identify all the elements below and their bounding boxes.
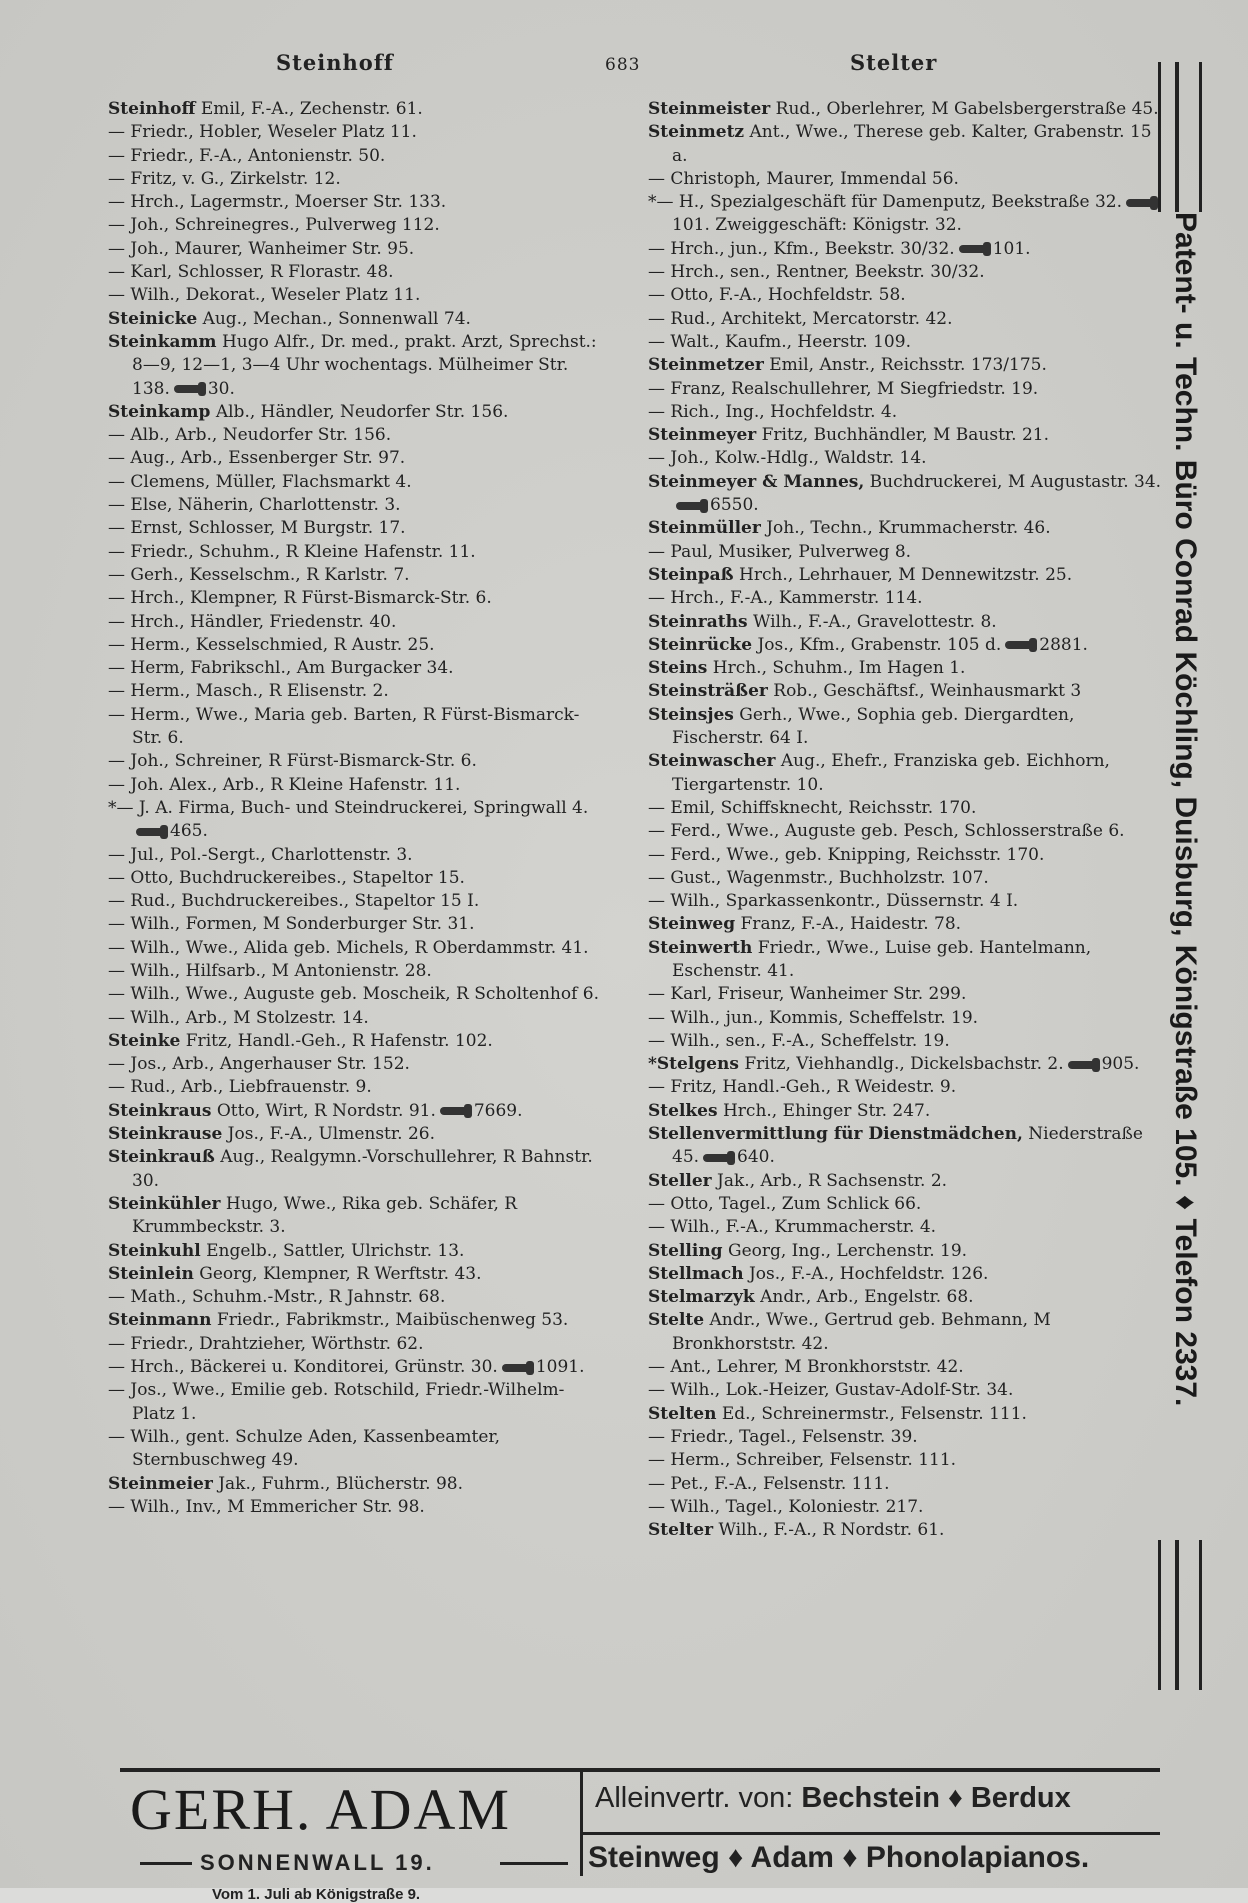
entry-name: Steinmann [108, 1310, 212, 1331]
ad-line-1-brands: Bechstein ♦ Berdux [801, 1782, 1071, 1814]
entry-text: — Else, Näherin, Charlottenstr. 3. [108, 495, 401, 516]
entry-text: — Ernst, Schlosser, M Burgstr. 17. [108, 518, 406, 539]
entry-text: — Gust., Wagenmstr., Buchholzstr. 107. [648, 867, 989, 888]
entry-name: *Stelgens [648, 1054, 739, 1075]
entry-name: Steinmetzer [648, 355, 764, 376]
directory-entry [108, 844, 603, 867]
entry-name: Steinkrause [108, 1124, 223, 1145]
entry-text: — Herm., Masch., R Elisenstr. 2. [108, 681, 389, 702]
entry-text: — Wilh., Sparkassenkontr., Düssernstr. 4 I. [648, 891, 1019, 912]
entry-text: — Friedr., Schuhm., R Kleine Hafenstr. 11. [108, 541, 476, 562]
directory-entry [648, 331, 1163, 354]
entry-name: Stelter [648, 1520, 714, 1541]
entry-text: — Joh., Maurer, Wanheimer Str. 95. [108, 238, 415, 259]
entry-text: — Rich., Ing., Hochfeldstr. 4. [648, 401, 898, 422]
directory-entry [108, 890, 603, 913]
entry-text: — Wilh., Inv., M Emmericher Str. 98. [108, 1496, 425, 1517]
entry-text: — Friedr., F.-A., Antonienstr. 50. [108, 145, 386, 166]
directory-entry [108, 191, 603, 214]
directory-entry [108, 797, 603, 844]
entry-name: Steinkamp [108, 401, 211, 422]
entry-text: — Wilh., Formen, M Sonderburger Str. 31. [108, 914, 475, 935]
directory-entry [648, 1193, 1163, 1216]
entry-phone: 640. [737, 1147, 775, 1168]
ad-middle-rule [583, 1832, 1160, 1835]
directory-entry [108, 424, 603, 447]
entry-text: — Walt., Kaufm., Heerstr. 109. [648, 331, 911, 352]
entry-name: Steinkraus [108, 1100, 212, 1121]
entry-text: — Wilh., gent. Schulze Aden, Kassenbeamter, Sternbuschweg 49. [108, 1426, 501, 1471]
entry-name: Steinmetz [648, 122, 745, 143]
entry-text: — Wilh., Wwe., Auguste geb. Moscheik, R Scholtenhof 6. [108, 984, 599, 1005]
header-left-keyword: Steinhoff [276, 50, 394, 75]
entry-name: Steinkrauß [108, 1147, 215, 1168]
entry-text: Jos., F.-A., Hochfeldstr. 126. [748, 1263, 989, 1284]
directory-entry [648, 1379, 1163, 1402]
entry-text: Wilh., F.-A., Gravelottestr. 8. [752, 611, 997, 632]
entry-text: — Karl, Schlosser, R Florastr. 48. [108, 262, 394, 283]
entry-text: Rud., Oberlehrer, M Gabelsbergerstraße 45. [775, 99, 1159, 119]
directory-entry [648, 797, 1163, 820]
entry-text: Wilh., F.-A., R Nordstr. 61. [718, 1520, 945, 1541]
entry-text: — Hrch., Bäckerei u. Konditorei, Grünstr. 30. [108, 1357, 498, 1378]
directory-entry [108, 611, 603, 634]
entry-text: — Wilh., Arb., M Stolzestr. 14. [108, 1007, 369, 1028]
directory-entry [108, 1309, 603, 1332]
directory-entry [648, 191, 1163, 238]
directory-entry [648, 308, 1163, 331]
directory-entry [108, 1193, 603, 1240]
directory-entry [648, 1240, 1163, 1263]
entry-text: Hugo Alfr., Dr. med., prakt. Arzt, Sprechst.: 8—9, 12—1, 3—4 Uhr wochentags. Mülheimer Str. 138. [132, 331, 597, 399]
entry-name: Steins [648, 658, 708, 679]
directory-entry [648, 284, 1163, 307]
directory-entry [108, 168, 603, 191]
directory-entry [108, 517, 603, 540]
entry-text: — Hrch., jun., Kfm., Beekstr. 30/32. [648, 238, 955, 259]
directory-entry [108, 1426, 603, 1473]
ad-top-rule [120, 1768, 1160, 1772]
entry-text: Ed., Schreinermstr., Felsenstr. 111. [721, 1403, 1027, 1424]
entry-text: — Emil, Schiffsknecht, Reichsstr. 170. [648, 797, 977, 818]
telephone-icon [440, 1107, 468, 1115]
entry-phone: 465. [170, 821, 208, 842]
entry-text: — Ferd., Wwe., geb. Knipping, Reichsstr. 170. [648, 844, 1045, 865]
entry-text: Friedr., Fabrikmstr., Maibüschenweg 53. [216, 1310, 569, 1331]
directory-entry [108, 447, 603, 470]
entry-text: — Herm., Wwe., Maria geb. Barten, R Fürst-Bismarck-Str. 6. [108, 704, 580, 749]
entry-text: — Hrch., Lagermstr., Moerser Str. 133. [108, 192, 447, 213]
entry-text: Franz, F.-A., Haidestr. 78. [740, 914, 962, 935]
telephone-icon [174, 385, 202, 393]
directory-entry [648, 541, 1163, 564]
entry-phone: 6550. [710, 495, 759, 516]
directory-entry [648, 1426, 1163, 1449]
entry-text: Friedr., Wwe., Luise geb. Hantelmann, Eschenstr. 41. [672, 937, 1092, 981]
entry-text: — Wilh., Dekorat., Weseler Platz 11. [108, 285, 421, 306]
directory-entry [648, 750, 1163, 797]
directory-entry [108, 471, 603, 494]
directory-entry [108, 1473, 603, 1496]
directory-entry [108, 634, 603, 657]
entry-name: Stellenvermittlung für Dienstmädchen, [648, 1124, 1023, 1145]
entry-text: — Jos., Arb., Angerhauser Str. 152. [108, 1054, 410, 1075]
directory-entry [648, 447, 1163, 470]
entry-name: Steller [648, 1170, 712, 1191]
entry-text: Ant., Wwe., Therese geb. Kalter, Grabenstr. 15 a. [672, 122, 1152, 166]
ad-divider [580, 1772, 583, 1876]
directory-entry [108, 541, 603, 564]
directory-entry [648, 983, 1163, 1006]
entry-text: — Ant., Lehrer, M Bronkhorststr. 42. [648, 1357, 964, 1378]
entry-text: — Jos., Wwe., Emilie geb. Rotschild, Friedr.-Wilhelm-Platz 1. [108, 1380, 565, 1424]
directory-entry [108, 1100, 603, 1123]
entry-name: Steinwascher [648, 751, 776, 772]
directory-entry [648, 1403, 1163, 1426]
entry-text: Joh., Techn., Krummacherstr. 46. [766, 518, 1051, 539]
entry-name: Steinicke [108, 308, 198, 329]
entry-text: — Herm, Fabrikschl., Am Burgacker 34. [108, 658, 454, 679]
directory-entry [648, 913, 1163, 936]
entry-text: Hrch., Lehrhauer, M Dennewitzstr. 25. [739, 564, 1073, 585]
entry-text: — Friedr., Tagel., Felsenstr. 39. [648, 1426, 918, 1447]
entry-name: Steinraths [648, 611, 748, 632]
directory-entry [108, 1007, 603, 1030]
entry-text: Fritz, Handl.-Geh., R Hafenstr. 102. [185, 1030, 493, 1051]
entry-text: Jos., Kfm., Grabenstr. 105 d. [757, 634, 1002, 655]
directory-entry [648, 1286, 1163, 1309]
directory-entry [108, 960, 603, 983]
entry-name: Steinwerth [648, 937, 753, 958]
directory-entry [648, 238, 1163, 261]
entry-text: Aug., Mechan., Sonnenwall 74. [202, 308, 471, 329]
directory-entry [108, 1263, 603, 1286]
entry-text: Andr., Arb., Engelstr. 68. [760, 1287, 974, 1308]
entry-text: Fritz, Buchhändler, M Baustr. 21. [761, 425, 1050, 446]
directory-entry [108, 774, 603, 797]
ad-address: SONNENWALL 19. [200, 1850, 435, 1875]
directory-entry [648, 680, 1163, 703]
entry-text: — Rud., Buchdruckereibes., Stapeltor 15 I. [108, 891, 480, 912]
entry-text: *— H., Spezialgeschäft für Damenputz, Beekstraße 32. [648, 192, 1122, 213]
directory-entry [648, 517, 1163, 540]
entry-text: Jak., Fuhrm., Blücherstr. 98. [218, 1473, 464, 1494]
entry-text: — Joh., Schreinegres., Pulverweg 112. [108, 215, 440, 236]
entry-text: Alb., Händler, Neudorfer Str. 156. [215, 401, 509, 422]
directory-entry [108, 983, 603, 1006]
directory-entry [648, 867, 1163, 890]
entry-text: Buchdruckerei, M Augustastr. 34. [869, 471, 1162, 492]
directory-entry [108, 867, 603, 890]
directory-entry [648, 1076, 1163, 1099]
directory-entry [648, 378, 1163, 401]
directory-entry [108, 1356, 603, 1379]
entry-text: Hrch., Schuhm., Im Hagen 1. [712, 658, 966, 679]
directory-entry [648, 820, 1163, 843]
directory-entry [108, 750, 603, 773]
entry-text: Emil, Anstr., Reichsstr. 173/175. [769, 355, 1047, 376]
directory-entry [108, 657, 603, 680]
entry-text: — Paul, Musiker, Pulverweg 8. [648, 541, 912, 562]
entry-text: — Karl, Friseur, Wanheimer Str. 299. [648, 984, 967, 1005]
directory-entry [108, 494, 603, 517]
ad-line-1 [595, 1782, 1071, 1815]
entry-text: — Wilh., jun., Kommis, Scheffelstr. 19. [648, 1007, 979, 1028]
ad-line-1-prefix: Alleinvertr. von: [595, 1782, 794, 1814]
telephone-icon [676, 502, 704, 510]
entry-text: — Franz, Realschullehrer, M Siegfriedstr. 19. [648, 378, 1039, 399]
telephone-icon [1005, 641, 1033, 649]
directory-entry [108, 587, 603, 610]
header-right-keyword: Stelter [850, 50, 938, 75]
entry-text: — Joh. Alex., Arb., R Kleine Hafenstr. 11. [108, 774, 461, 795]
entry-text: — Friedr., Hobler, Weseler Platz 11. [108, 122, 417, 143]
entry-text: Jos., F.-A., Ulmenstr. 26. [227, 1124, 435, 1145]
entry-text: — Hrch., Klempner, R Fürst-Bismarck-Str. 6. [108, 588, 492, 609]
entry-text: Gerh., Wwe., Sophia geb. Diergardten, Fischerstr. 64 I. [672, 704, 1075, 749]
telephone-icon [959, 245, 987, 253]
entry-text: — Aug., Arb., Essenberger Str. 97. [108, 448, 406, 469]
entry-text: — Alb., Arb., Neudorfer Str. 156. [108, 425, 392, 446]
sidebar-advertisement [1150, 62, 1204, 1710]
entry-name: Stelmarzyk [648, 1287, 755, 1308]
entry-name: Steinrücke [648, 634, 753, 655]
entry-text: — Herm., Schreiber, Felsenstr. 111. [648, 1450, 957, 1471]
directory-entry [108, 284, 603, 307]
entry-name: Steinmeyer [648, 425, 757, 446]
entry-text: — Wilh., Lok.-Heizer, Gustav-Adolf-Str. 34. [648, 1380, 1014, 1401]
entry-phone: 7669. [473, 1100, 523, 1121]
directory-entry [108, 261, 603, 284]
directory-entry [648, 1263, 1163, 1286]
entry-text: — Gerh., Kesselschm., R Karlstr. 7. [108, 564, 410, 585]
entry-phone: 101. [992, 238, 1031, 259]
entry-text: — Otto, F.-A., Hochfeldstr. 58. [648, 285, 906, 306]
entry-text: — Wilh., F.-A., Krummacherstr. 4. [648, 1217, 937, 1238]
entry-text: — Herm., Kesselschmied, R Austr. 25. [108, 634, 435, 655]
directory-entry [108, 704, 603, 751]
entry-name: Steinmeyer & Mannes, [648, 471, 865, 492]
directory-entry [648, 1519, 1163, 1542]
directory-entry [108, 1030, 603, 1053]
entry-name: Steinmeister [648, 99, 771, 119]
entry-phone: 1091. [535, 1357, 585, 1378]
directory-entry [648, 634, 1163, 657]
directory-entry [648, 424, 1163, 447]
page-number: 683 [605, 55, 641, 75]
telephone-icon [502, 1364, 530, 1372]
entry-text: — Hrch., Händler, Friedenstr. 40. [108, 611, 397, 632]
entry-text: — Rud., Architekt, Mercatorstr. 42. [648, 308, 953, 329]
directory-entry [648, 1473, 1163, 1496]
entry-text: Engelb., Sattler, Ulrichstr. 13. [206, 1240, 465, 1261]
entry-name: Steinsträßer [648, 681, 768, 702]
entry-phone: 30. [207, 378, 235, 399]
directory-entry [108, 1053, 603, 1076]
directory-entry [108, 331, 603, 401]
directory-entry [108, 913, 603, 936]
entry-text: Niederstraße 45. [672, 1124, 1143, 1168]
directory-entry [108, 214, 603, 237]
directory-entry [648, 1007, 1163, 1030]
directory-entry [648, 98, 1163, 121]
entry-text: Aug., Ehefr., Franziska geb. Eichhorn, Tiergartenstr. 10. [672, 751, 1110, 795]
directory-entry [108, 1146, 603, 1193]
entry-text: — Wilh., Tagel., Koloniestr. 217. [648, 1496, 924, 1517]
entry-name: Steinhoff [108, 99, 196, 119]
entry-name: Stellmach [648, 1263, 744, 1284]
entry-text: Otto, Wirt, R Nordstr. 91. [216, 1100, 436, 1121]
sidebar-ad-text: Patent- u. Techn. Büro Conrad Köchling, Duisburg, Königstraße 105. ♦ Telefon 2337. [1169, 212, 1202, 1407]
right-column [648, 98, 1163, 1542]
directory-entry [648, 261, 1163, 284]
entry-text: — Joh., Kolw.-Hdlg., Waldstr. 14. [648, 448, 927, 469]
directory-entry [648, 564, 1163, 587]
entry-text: — Ferd., Wwe., Auguste geb. Pesch, Schlosserstraße 6. [648, 821, 1125, 842]
entry-text: — Fritz, v. G., Zirkelstr. 12. [108, 168, 341, 189]
entry-name: Stelte [648, 1310, 705, 1331]
directory-entry [108, 1076, 603, 1099]
entry-text: — Friedr., Drahtzieher, Wörthstr. 62. [108, 1333, 424, 1354]
entry-text: — Fritz, Handl.-Geh., R Weidestr. 9. [648, 1077, 957, 1098]
directory-entry [648, 1053, 1163, 1076]
entry-text: *— J. A. Firma, Buch- und Steindruckerei, Springwall 4. [108, 797, 589, 818]
directory-entry [108, 98, 603, 121]
directory-entry [648, 121, 1163, 168]
directory-entry [108, 1123, 603, 1146]
entry-text: Andr., Wwe., Gertrud geb. Behmann, M Bronkhorststr. 42. [672, 1310, 1051, 1354]
entry-text: Georg, Klempner, R Werftstr. 43. [199, 1263, 482, 1284]
entry-text: Georg, Ing., Lerchenstr. 19. [727, 1240, 968, 1261]
directory-entry [648, 657, 1163, 680]
directory-entry [648, 704, 1163, 751]
directory-entry [108, 680, 603, 703]
sidebar-decor-bottom [1158, 1540, 1202, 1690]
directory-entry [648, 471, 1163, 518]
directory-entry [648, 168, 1163, 191]
entry-text: — Hrch., F.-A., Kammerstr. 114. [648, 588, 923, 609]
directory-entry [108, 238, 603, 261]
directory-entry [648, 354, 1163, 377]
directory-entry [648, 1449, 1163, 1472]
directory-entry [648, 1216, 1163, 1239]
entry-name: Steinlein [108, 1263, 194, 1284]
sidebar-decor-top [1158, 62, 1202, 212]
entry-name: Steinmeier [108, 1473, 213, 1494]
directory-entry [648, 587, 1163, 610]
directory-entry [108, 1333, 603, 1356]
telephone-icon [1068, 1061, 1096, 1069]
left-column [108, 98, 603, 1519]
ad-dash-right [500, 1862, 568, 1865]
entry-text: — Math., Schuhm.-Mstr., R Jahnstr. 68. [108, 1287, 446, 1308]
entry-text: — Wilh., Hilfsarb., M Antonienstr. 28. [108, 960, 432, 981]
entry-text: Emil, F.-A., Zechenstr. 61. [200, 99, 423, 119]
entry-name: Stelkes [648, 1100, 718, 1121]
directory-entry [648, 1309, 1163, 1356]
entry-text: — Pet., F.-A., Felsenstr. 111. [648, 1473, 890, 1494]
directory-entry [648, 844, 1163, 867]
directory-entry [108, 937, 603, 960]
entry-text: Hugo, Wwe., Rika geb. Schäfer, R Krummbeckstr. 3. [132, 1193, 518, 1238]
directory-entry [648, 1356, 1163, 1379]
entry-text: Jak., Arb., R Sachsenstr. 2. [717, 1170, 948, 1191]
directory-entry [108, 145, 603, 168]
ad-note: Vom 1. Juli ab Königstraße 9. [212, 1886, 421, 1903]
entry-text: Hrch., Ehinger Str. 247. [722, 1100, 931, 1121]
entry-text: — Jul., Pol.-Sergt., Charlottenstr. 3. [108, 844, 413, 865]
entry-phone: 101. Zweiggeschäft: Königstr. 32. [672, 215, 962, 236]
entry-name: Stelten [648, 1403, 717, 1424]
telephone-icon [136, 828, 164, 836]
entry-text: Aug., Realgymn.-Vorschullehrer, R Bahnstr. 30. [132, 1147, 593, 1191]
directory-entry [648, 401, 1163, 424]
ad-line-2: Steinweg ♦ Adam ♦ Phonolapianos. [588, 1841, 1090, 1874]
directory-entry [108, 121, 603, 144]
directory-entry [108, 1286, 603, 1309]
directory-entry [648, 1496, 1163, 1519]
directory-entry [108, 1379, 603, 1426]
directory-entry [648, 1030, 1163, 1053]
directory-entry [648, 1170, 1163, 1193]
entry-name: Steinkuhl [108, 1240, 201, 1261]
entry-name: Steinke [108, 1030, 181, 1051]
ad-dash-left [140, 1862, 192, 1865]
entry-text: — Wilh., sen., F.-A., Scheffelstr. 19. [648, 1030, 950, 1051]
ad-company-name: GERH. ADAM [130, 1777, 511, 1842]
entry-text: — Otto, Buchdruckereibes., Stapeltor 15. [108, 867, 465, 888]
directory-entry [108, 1496, 603, 1519]
entry-name: Steinweg [648, 914, 736, 935]
entry-text: Rob., Geschäftsf., Weinhausmarkt 3 [773, 681, 1082, 702]
entry-text: — Rud., Arb., Liebfrauenstr. 9. [108, 1077, 372, 1098]
directory-entry [648, 937, 1163, 984]
directory-entry [648, 890, 1163, 913]
entry-name: Steinmüller [648, 518, 761, 539]
directory-entry [108, 308, 603, 331]
directory-entry [108, 1240, 603, 1263]
directory-entry [108, 564, 603, 587]
directory-entry [648, 611, 1163, 634]
entry-text: — Hrch., sen., Rentner, Beekstr. 30/32. [648, 262, 985, 283]
entry-text: — Otto, Tagel., Zum Schlick 66. [648, 1193, 922, 1214]
entry-text: — Joh., Schreiner, R Fürst-Bismarck-Str. 6. [108, 751, 477, 772]
directory-entry [108, 401, 603, 424]
entry-text: — Christoph, Maurer, Immendal 56. [648, 168, 959, 189]
entry-name: Steinkühler [108, 1193, 221, 1214]
entry-text: Fritz, Viehhandlg., Dickelsbachstr. 2. [744, 1054, 1064, 1075]
entry-name: Steinsjes [648, 704, 734, 725]
telephone-icon [703, 1154, 731, 1162]
entry-phone: 2881. [1039, 634, 1088, 655]
entry-phone: 905. [1101, 1054, 1140, 1075]
entry-name: Steinpaß [648, 564, 734, 585]
entry-name: Steinkamm [108, 331, 217, 352]
directory-entry [648, 1123, 1163, 1170]
entry-name: Stelling [648, 1240, 723, 1261]
entry-text: — Wilh., Wwe., Alida geb. Michels, R Oberdammstr. 41. [108, 937, 589, 958]
entry-text: — Clemens, Müller, Flachsmarkt 4. [108, 471, 412, 492]
directory-entry [648, 1100, 1163, 1123]
